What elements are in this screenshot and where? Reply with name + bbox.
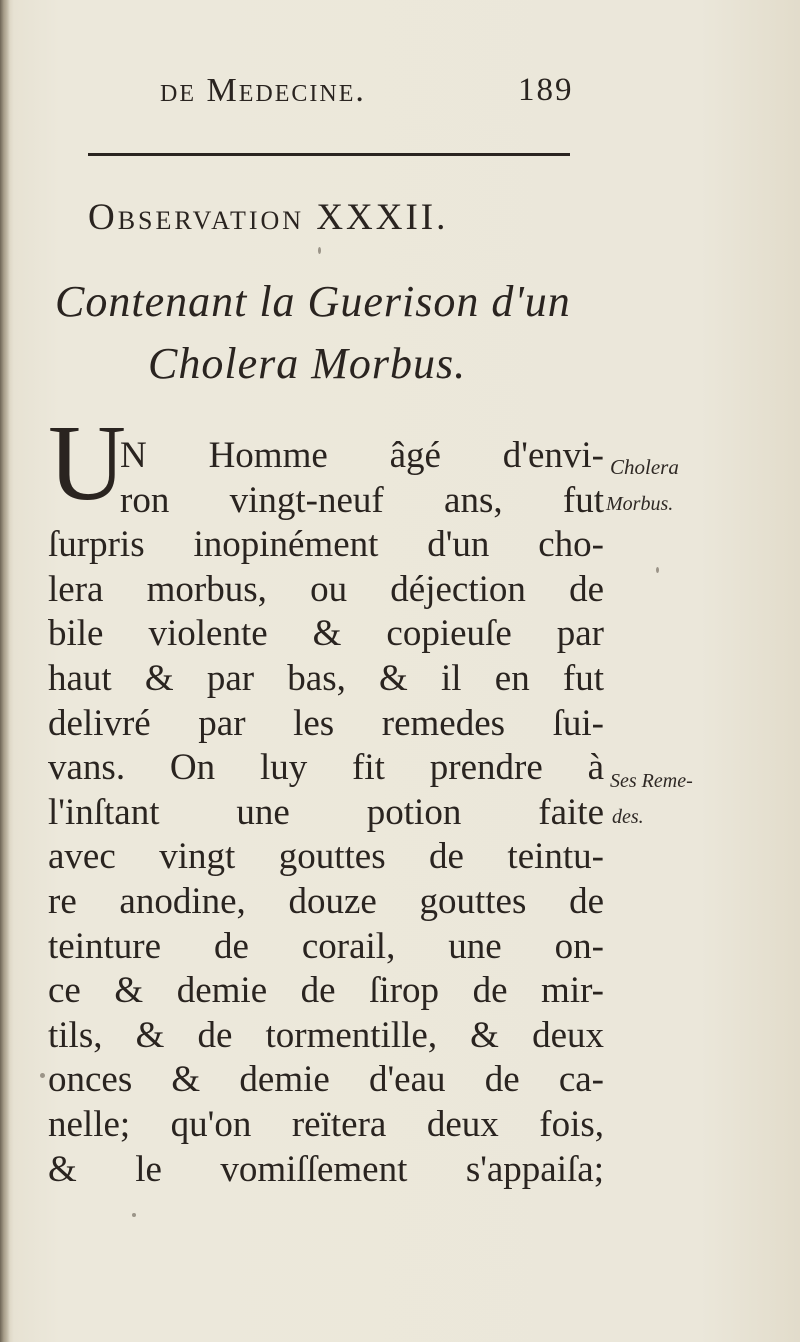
subtitle-line-2: Cholera Morbus. (148, 339, 467, 388)
text-line: l'inſtant une potion faite (48, 791, 604, 833)
text-line: delivré par les remedes ſui- (48, 702, 604, 744)
paper-speck (132, 1213, 136, 1217)
text-line: onces & demie d'eau de ca- (48, 1059, 604, 1101)
text-line: & le vomiſſement s'appaiſa; (48, 1148, 604, 1190)
text-line: ron vingt-neuf ans, fut (120, 479, 604, 521)
text-line: vans. On luy fit prendre à (48, 747, 604, 789)
text-line: haut & par bas, & il en fut (48, 657, 604, 699)
drop-cap: U (48, 404, 126, 523)
text-line: avec vingt gouttes de teintu- (48, 836, 604, 878)
paper-speck (656, 567, 659, 573)
body-text (48, 434, 604, 1192)
text-line: teinture de corail, une on- (48, 925, 604, 967)
text-line: tils, & de tormentille, & deux (48, 1014, 604, 1056)
text-line: ce & demie de ſirop de mir- (48, 970, 604, 1012)
margin-note-cholera: Cholera (610, 455, 679, 479)
paper-speck (318, 247, 321, 254)
header-rule (88, 153, 570, 156)
text-line: bile violente & copieuſe par (48, 613, 604, 655)
observation-heading: Observation XXXII. (88, 197, 449, 238)
margin-note-morbus: Morbus. (606, 493, 674, 515)
text-line: ſurpris inopinément d'un cho- (48, 524, 604, 566)
running-title: de Medecine. (160, 72, 366, 109)
text-line: lera morbus, ou déjection de (48, 568, 604, 610)
page-number: 189 (518, 72, 574, 108)
text-line: re anodine, douze gouttes de (48, 880, 604, 922)
margin-note-remedes: Ses Reme- (610, 770, 693, 792)
text-line: nelle; qu'on reïtera deux fois, (48, 1103, 604, 1145)
subtitle-line-1: Contenant la Guerison d'un (55, 277, 571, 326)
text-line: N Homme âgé d'envi- (120, 435, 604, 476)
paper-speck (40, 1073, 45, 1078)
spine-shadow (0, 0, 10, 1342)
margin-note-des: des. (612, 806, 644, 828)
running-head (160, 72, 600, 122)
